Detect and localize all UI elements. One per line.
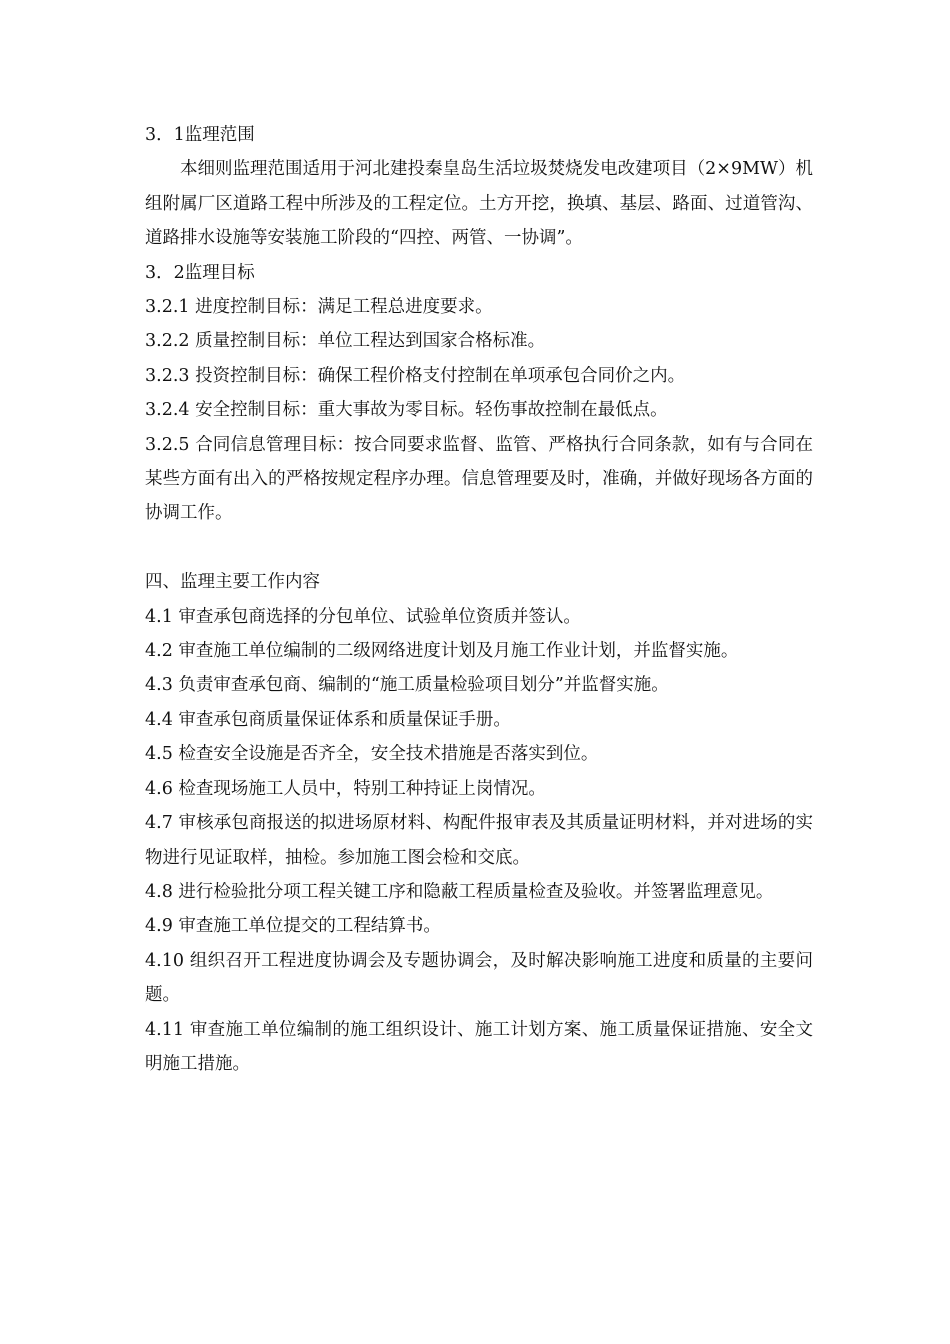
goal-item: 3.2.5 合同信息管理目标：按合同要求监督、监管、严格执行合同条款，如有与合同在某些方面有出入的严格按规定程序办理。信息管理要及时，准确，并做好现场各方面的协调工作。 (145, 434, 813, 524)
scope-paragraph: 本细则监理范围适用于河北建投秦皇岛生活垃圾焚烧发电改建项目（2×9MW）机组附属厂区道路工程中所涉及的工程定位。土方开挖，换填、基层、路面、过道管沟、道路排水设施等安装施工阶段的“四控、两管、一协调”。 (145, 159, 813, 249)
work-item: 4.3 负责审查承包商、编制的“施工质量检验项目划分”并监督实施。 (145, 675, 669, 696)
goal-item: 3.2.3 投资控制目标：确保工程价格支付控制在单项承包合同价之内。 (145, 365, 686, 386)
work-item: 4.10 组织召开工程进度协调会及专题协调会，及时解决影响施工进度和质量的主要问题。 (145, 950, 813, 1006)
heading-3-2: 3．2监理目标 (145, 262, 255, 283)
work-item: 4.6 检查现场施工人员中，特别工种持证上岗情况。 (145, 778, 546, 799)
work-item: 4.9 审查施工单位提交的工程结算书。 (145, 916, 441, 937)
heading-section-4: 四、监理主要工作内容 (145, 572, 320, 593)
work-item: 4.1 审查承包商选择的分包单位、试验单位资质并签认。 (145, 606, 581, 627)
heading-3-1: 3．1监理范围 (145, 125, 255, 145)
work-item: 4.4 审查承包商质量保证体系和质量保证手册。 (145, 709, 511, 730)
work-item: 4.5 检查安全设施是否齐全，安全技术措施是否落实到位。 (145, 744, 599, 765)
work-item: 4.11 审查施工单位编制的施工组织设计、施工计划方案、施工质量保证措施、安全文明施工措施。 (145, 1019, 813, 1074)
blank-line (145, 531, 813, 565)
goal-item: 3.2.4 安全控制目标：重大事故为零目标。轻伤事故控制在最低点。 (145, 400, 668, 421)
work-item: 4.2 审查施工单位编制的二级网络进度计划及月施工作业计划，并监督实施。 (145, 641, 739, 662)
goal-item: 3.2.2 质量控制目标：单位工程达到国家合格标准。 (145, 331, 546, 352)
work-item: 4.8 进行检验批分项工程关键工序和隐蔽工程质量检查及验收。并签署监理意见。 (145, 881, 774, 902)
goal-item: 3.2.1 进度控制目标：满足工程总进度要求。 (145, 297, 493, 318)
document-page (145, 118, 813, 1081)
work-item: 4.7 审核承包商报送的拟进场原材料、构配件报审表及其质量证明材料，并对进场的实物进行见证取样，抽检。参加施工图会检和交底。 (145, 813, 813, 868)
